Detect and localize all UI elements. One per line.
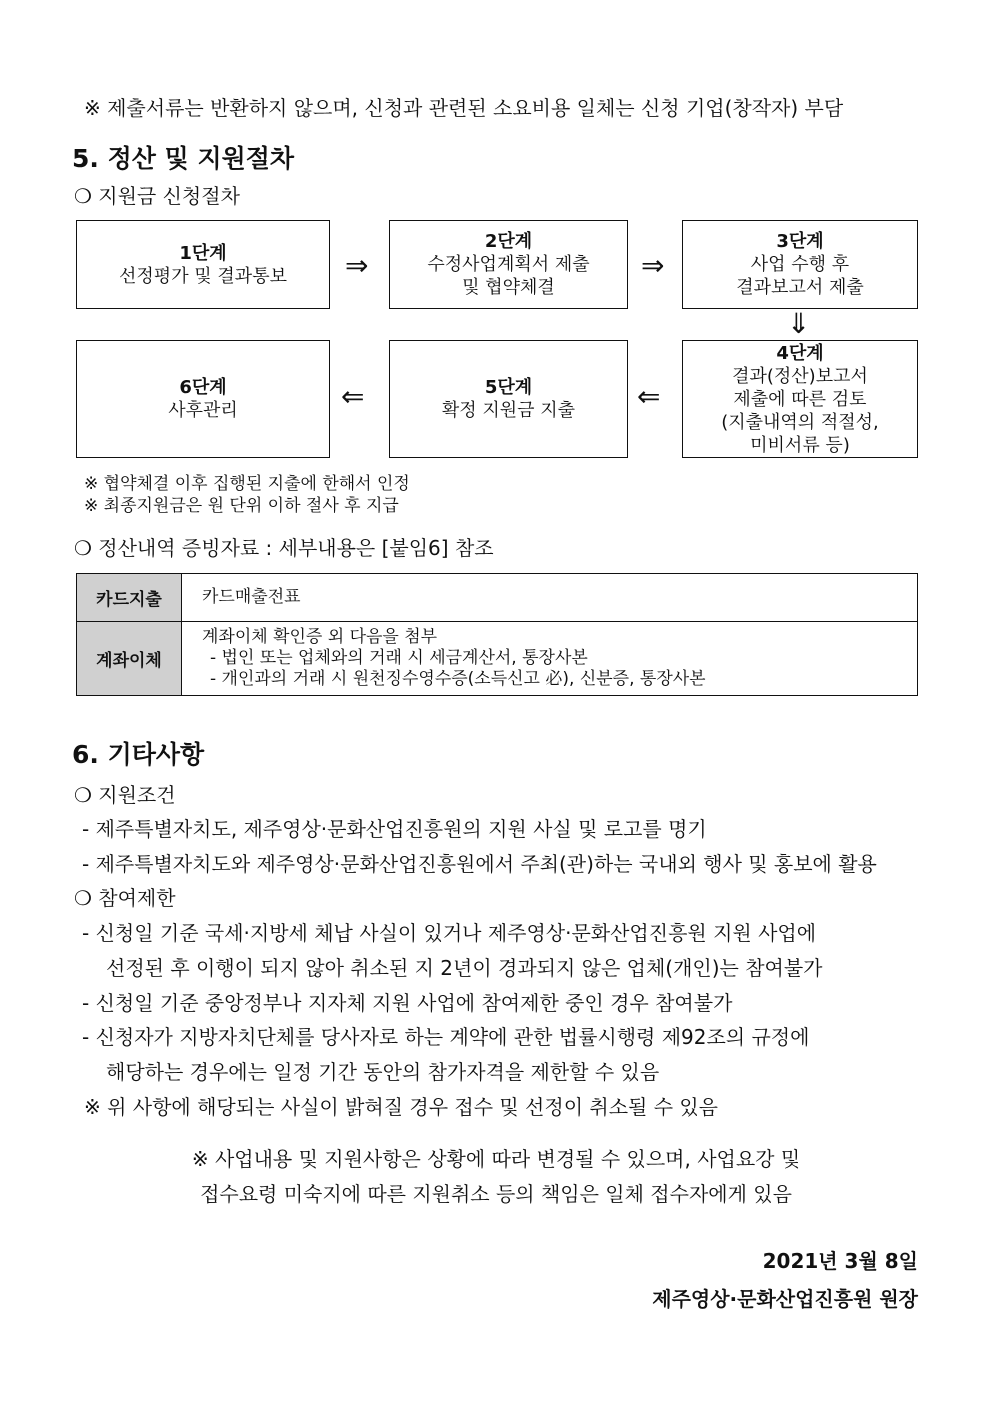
step-title: 6단계	[179, 377, 227, 398]
step-line: 수정사업계획서 제출	[427, 254, 590, 275]
arrow-left-icon: ⇐	[341, 380, 365, 413]
table-cell-line: - 개인과의 거래 시 원천징수영수증(소득신고 必), 신분증, 통장사본	[210, 669, 706, 689]
arrow-left-icon: ⇐	[637, 380, 661, 413]
step-4-box	[682, 340, 918, 458]
step-title: 5단계	[484, 377, 533, 398]
step-title: 1단계	[179, 242, 227, 264]
evidence-heading: ❍ 정산내역 증빙자료 : 세부내용은 [붙임6] 참조	[74, 536, 494, 560]
step-line: 선정평가 및 결과통보	[119, 265, 287, 287]
table-row	[77, 622, 918, 696]
step-line: 미비서류 등)	[750, 434, 850, 456]
support-conditions-heading: ❍ 지원조건	[74, 783, 176, 807]
section5-heading: 5. 정산 및 지원절차	[72, 144, 295, 173]
table-row-label: 카드지출	[77, 574, 182, 622]
step-2-box	[389, 220, 628, 309]
signature-issuer: 제주영상·문화산업진흥원 원장	[652, 1287, 918, 1311]
procedure-note: ※ 협약체결 이후 집행된 지출에 한해서 인정	[84, 474, 410, 494]
section6-heading: 6. 기타사항	[72, 740, 205, 769]
top-note: ※ 제출서류는 반환하지 않으며, 신청과 관련된 소요비용 일체는 신청 기업(창작자) 부담	[84, 96, 844, 120]
procedure-note: ※ 최종지원금은 원 단위 이하 절사 후 지급	[84, 496, 399, 516]
restriction-item: - 신청일 기준 국세·지방세 체납 사실이 있거나 제주영상·문화산업진흥원 지원 사업에	[82, 921, 817, 945]
restriction-item: - 신청자가 지방자치단체를 당사자로 하는 계약에 관한 법률시행령 제92조의 규정에	[82, 1025, 810, 1049]
support-condition-item: - 제주특별자치도와 제주영상·문화산업진흥원에서 주최(관)하는 국내외 행사 및 홍보에 활용	[82, 852, 877, 876]
table-row-value	[182, 622, 918, 696]
table-cell-line: 계좌이체 확인증 외 다음을 첨부	[202, 627, 438, 647]
restriction-note: ※ 위 사항에 해당되는 사실이 밝혀질 경우 접수 및 선정이 취소될 수 있음	[84, 1095, 719, 1119]
restrictions-heading: ❍ 참여제한	[74, 886, 176, 910]
closing-note: 접수요령 미숙지에 따른 지원취소 등의 책임은 일체 접수자에게 있음	[200, 1182, 792, 1206]
table-cell-line: 카드매출전표	[202, 587, 301, 607]
table-row	[77, 574, 918, 622]
restriction-item-continued: 선정된 후 이행이 되지 않아 취소된 지 2년이 경과되지 않은 업체(개인)는 참여불가	[106, 956, 823, 980]
step-5-box	[389, 340, 628, 458]
closing-note: ※ 사업내용 및 지원사항은 상황에 따라 변경될 수 있으며, 사업요강 및	[191, 1147, 801, 1171]
table-row-label: 계좌이체	[77, 622, 182, 696]
support-condition-item: - 제주특별자치도, 제주영상·문화산업진흥원의 지원 사실 및 로고를 명기	[82, 817, 707, 841]
table-row-value	[182, 574, 918, 622]
step-line: 결과(정산)보고서	[732, 365, 868, 387]
step-title: 2단계	[484, 231, 533, 252]
step-1-box	[76, 220, 330, 309]
step-line: 및 협약체결	[462, 277, 555, 298]
evidence-table	[76, 573, 918, 696]
restriction-item-continued: 해당하는 경우에는 일정 기간 동안의 참가자격을 제한할 수 있음	[106, 1060, 660, 1084]
arrow-down-icon: ⇓	[787, 307, 811, 340]
step-line: 제출에 따른 검토	[733, 388, 867, 410]
step-6-box	[76, 340, 330, 458]
signature-date: 2021년 3월 8일	[762, 1249, 918, 1273]
step-title: 3단계	[776, 231, 824, 252]
arrow-right-icon: ⇒	[641, 249, 665, 282]
step-line: 사후관리	[168, 400, 238, 421]
table-cell-line: - 법인 또는 업체와의 거래 시 세금계산서, 통장사본	[210, 648, 588, 668]
step-title: 4단계	[776, 342, 824, 364]
procedure-heading: ❍ 지원금 신청절차	[74, 184, 240, 208]
restriction-item: - 신청일 기준 중앙정부나 지자체 지원 사업에 참여제한 중인 경우 참여불가	[82, 991, 733, 1015]
step-3-box	[682, 220, 918, 309]
step-line: 확정 지원금 지출	[441, 400, 576, 421]
arrow-right-icon: ⇒	[345, 249, 369, 282]
step-line: 결과보고서 제출	[736, 277, 864, 298]
step-line: 사업 수행 후	[750, 254, 850, 275]
step-line: (지출내역의 적절성,	[721, 411, 879, 433]
